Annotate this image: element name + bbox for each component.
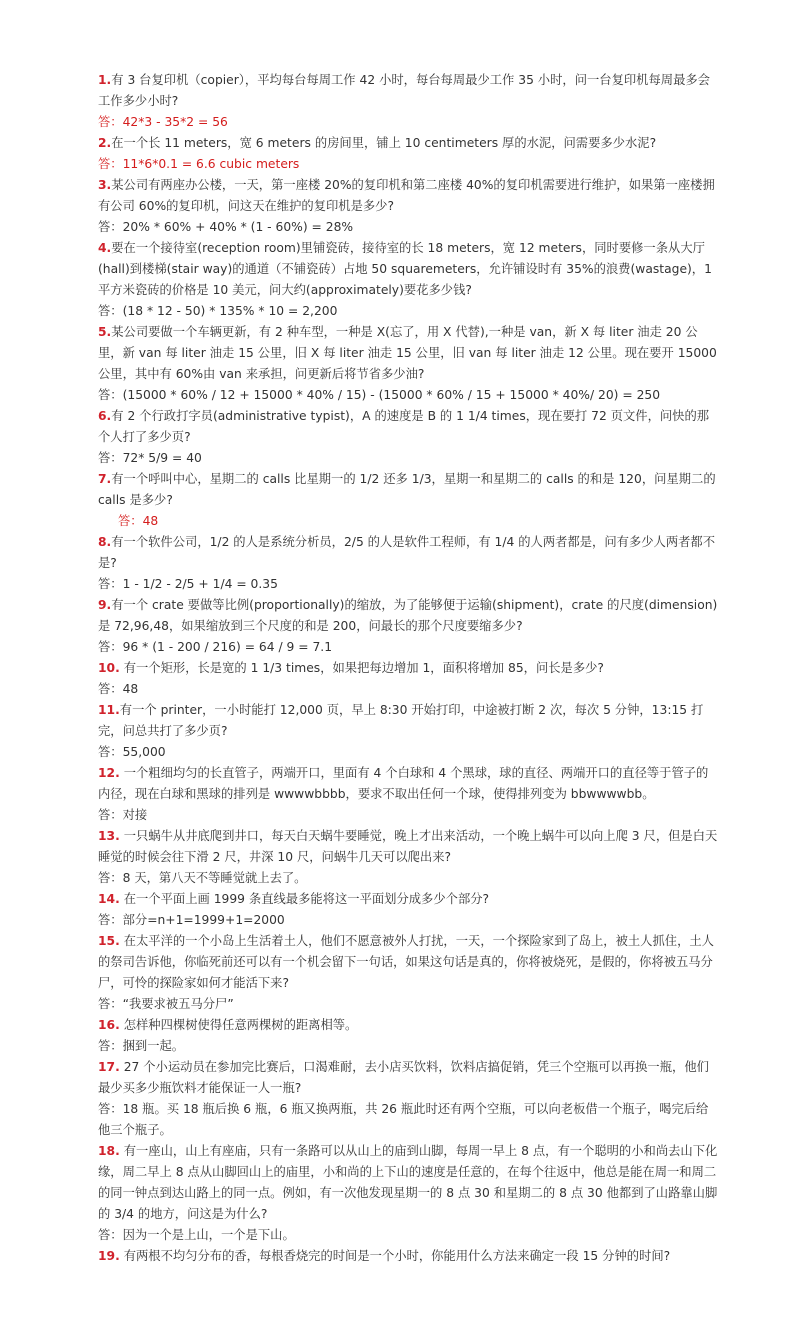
question-9 <box>98 595 718 637</box>
question-6 <box>98 406 718 448</box>
question-text: 有两根不均匀分布的香，每根香烧完的时间是一个小时，你能用什么方法来确定一段 15 分钟的时间? <box>119 1249 671 1263</box>
question-18 <box>98 1141 718 1225</box>
question-text: 在一个平面上画 1999 条直线最多能将这一平面划分成多少个部分? <box>119 892 490 906</box>
document-body <box>98 70 718 1267</box>
question-text: 有 2 个行政打字员(administrative typist)，A 的速度是 B 的 1 1/4 times，现在要打 72 页文件，问快的那个人打了多少页? <box>98 409 710 444</box>
question-number: 19. <box>98 1249 120 1263</box>
answer-10: 答：48 <box>98 682 139 696</box>
question-7 <box>98 469 718 511</box>
question-15 <box>98 931 718 994</box>
question-number: 13. <box>98 829 120 843</box>
question-number: 9. <box>98 598 112 612</box>
question-text: 有 3 台复印机（copier），平均每台每周工作 42 小时，每台每周最少工作 35 小时，问一台复印机每周最多会工作多少小时? <box>98 73 710 108</box>
answer-7: 答：48 <box>118 514 159 528</box>
question-number: 12. <box>98 766 120 780</box>
question-5 <box>98 322 718 385</box>
answer-14: 答：部分=n+1=1999+1=2000 <box>98 913 285 927</box>
answer-9: 答：96 * (1 - 200 / 216) = 64 / 9 = 7.1 <box>98 640 333 654</box>
question-number: 5. <box>98 325 112 339</box>
question-2 <box>98 133 718 154</box>
question-text: 有一个矩形，长是宽的 1 1/3 times，如果把每边增加 1，面积将增加 85，问长是多少? <box>119 661 604 675</box>
answer-17: 答：18 瓶。买 18 瓶后换 6 瓶，6 瓶又换两瓶，共 26 瓶此时还有两个空瓶，可以向老板借一个瓶子，喝完后给他三个瓶子。 <box>98 1102 709 1137</box>
answer-18: 答：因为一个是上山，一个是下山。 <box>98 1228 295 1242</box>
answer-15: 答：“我要求被五马分尸” <box>98 997 234 1011</box>
question-14 <box>98 889 718 910</box>
question-text: 27 个小运动员在参加完比赛后，口渴难耐，去小店买饮料，饮料店搞促销，凭三个空瓶可以再换一瓶，他们最少买多少瓶饮料才能保证一人一瓶? <box>98 1060 709 1095</box>
answer-5: 答：(15000 * 60% / 12 + 15000 * 40% / 15) - (15000 * 60% / 15 + 15000 * 40%/ 20) = 250 <box>98 388 661 402</box>
question-number: 17. <box>98 1060 120 1074</box>
question-number: 14. <box>98 892 120 906</box>
question-number: 11. <box>98 703 120 717</box>
question-8 <box>98 532 718 574</box>
answer-12: 答：对接 <box>98 808 148 822</box>
question-10 <box>98 658 718 679</box>
question-text: 在太平洋的一个小岛上生活着土人，他们不愿意被外人打扰，一天，一个探险家到了岛上，被土人抓住，土人的祭司告诉他，你临死前还可以有一个机会留下一句话，如果这句话是真的，你将被烧死，是假的，你将被五马分尸，可怜的探险家如何才能活下来? <box>98 934 714 990</box>
question-3 <box>98 175 718 217</box>
question-number: 3. <box>98 178 112 192</box>
question-number: 15. <box>98 934 120 948</box>
question-number: 18. <box>98 1144 120 1158</box>
question-number: 10. <box>98 661 120 675</box>
question-4 <box>98 238 718 301</box>
answer-2: 答：11*6*0.1 = 6.6 cubic meters <box>98 157 300 171</box>
question-17 <box>98 1057 718 1099</box>
question-number: 16. <box>98 1018 120 1032</box>
question-number: 7. <box>98 472 112 486</box>
question-text: 有一个呼叫中心，星期二的 calls 比星期一的 1/2 还多 1/3，星期一和星期二的 calls 的和是 120，问星期二的 calls 是多少? <box>98 472 716 507</box>
answer-6: 答：72* 5/9 = 40 <box>98 451 202 465</box>
question-1 <box>98 70 718 112</box>
answer-16: 答：捆到一起。 <box>98 1039 185 1053</box>
question-text: 有一个 crate 要做等比例(proportionally)的缩放，为了能够便于运输(shipment)，crate 的尺度(dimension)是 72,96,48，如果缩放到三个尺度的和是 200，问最长的那个尺度要缩多少? <box>98 598 718 633</box>
question-text: 一只蜗牛从井底爬到井口，每天白天蜗牛要睡觉，晚上才出来活动，一个晚上蜗牛可以向上爬 3 尺，但是白天睡觉的时候会往下滑 2 尺，井深 10 尺，问蜗牛几天可以爬出来? <box>98 829 718 864</box>
answer-8: 答：1 - 1/2 - 2/5 + 1/4 = 0.35 <box>98 577 278 591</box>
question-number: 6. <box>98 409 112 423</box>
question-text: 怎样种四棵树使得任意两棵树的距离相等。 <box>119 1018 358 1032</box>
question-number: 4. <box>98 241 112 255</box>
question-number: 2. <box>98 136 112 150</box>
question-text: 有一座山，山上有座庙，只有一条路可以从山上的庙到山脚，每周一早上 8 点，有一个聪明的小和尚去山下化缘，周二早上 8 点从山脚回山上的庙里，小和尚的上下山的速度是任意的，在每个往返中，他总是能在周一和周二的同一钟点到达山路上的同一点。例如，有一次他发现星期一的 8 点 30 和星期二的 8 点 30 他都到了山路靠山脚的 3/4 的地方，问这是为什么? <box>98 1144 718 1221</box>
question-number: 8. <box>98 535 112 549</box>
question-text: 某公司有两座办公楼，一天，第一座楼 20%的复印机和第二座楼 40%的复印机需要进行维护，如果第一座楼拥有公司 60%的复印机，问这天在维护的复印机是多少? <box>98 178 715 213</box>
question-13 <box>98 826 718 868</box>
question-16 <box>98 1015 718 1036</box>
answer-4: 答：(18 * 12 - 50) * 135% * 10 = 2,200 <box>98 304 338 318</box>
question-text: 在一个长 11 meters，宽 6 meters 的房间里，铺上 10 centimeters 厚的水泥，问需要多少水泥? <box>111 136 657 150</box>
question-12 <box>98 763 718 805</box>
answer-1: 答：42*3 - 35*2 = 56 <box>98 115 228 129</box>
question-text: 要在一个接待室(reception room)里铺瓷砖，接待室的长 18 meters，宽 12 meters，同时要修一条从大厅(hall)到楼梯(stair way)的通道（不铺瓷砖）占地 50 squaremeters，允许铺设时有 35%的浪费(wastage)，1 平方米瓷砖的价格是 10 美元，问大约(approximately)要花多少钱? <box>98 241 712 297</box>
answer-3: 答：20% * 60% + 40% * (1 - 60%) = 28% <box>98 220 354 234</box>
question-11 <box>98 700 718 742</box>
question-text: 有一个软件公司，1/2 的人是系统分析员，2/5 的人是软件工程师，有 1/4 的人两者都是，问有多少人两者都不是? <box>98 535 716 570</box>
question-text: 一个粗细均匀的长直管子，两端开口，里面有 4 个白球和 4 个黑球，球的直径、两端开口的直径等于管子的内径，现在白球和黑球的排列是 wwwwbbbb，要求不取出任何一个球，使得排列变为 bbwwwwbb。 <box>98 766 709 801</box>
question-text: 某公司要做一个车辆更新，有 2 种车型，一种是 X(忘了，用 X 代替),一种是 van，新 X 每 liter 油走 20 公里，新 van 每 liter 油走 15 公里，旧 X 每 liter 油走 15 公里，旧 van 每 liter 油走 12 公里。现在要开 15000 公里，其中有 60%由 van 来承担，问更新后将节省多少油? <box>98 325 717 381</box>
answer-13: 答：8 天，第八天不等睡觉就上去了。 <box>98 871 307 885</box>
question-number: 1. <box>98 73 112 87</box>
question-19 <box>98 1246 718 1267</box>
answer-11: 答：55,000 <box>98 745 166 759</box>
question-text: 有一个 printer，一小时能打 12,000 页，早上 8:30 开始打印，中途被打断 2 次，每次 5 分钟，13:15 打完，问总共打了多少页? <box>98 703 704 738</box>
